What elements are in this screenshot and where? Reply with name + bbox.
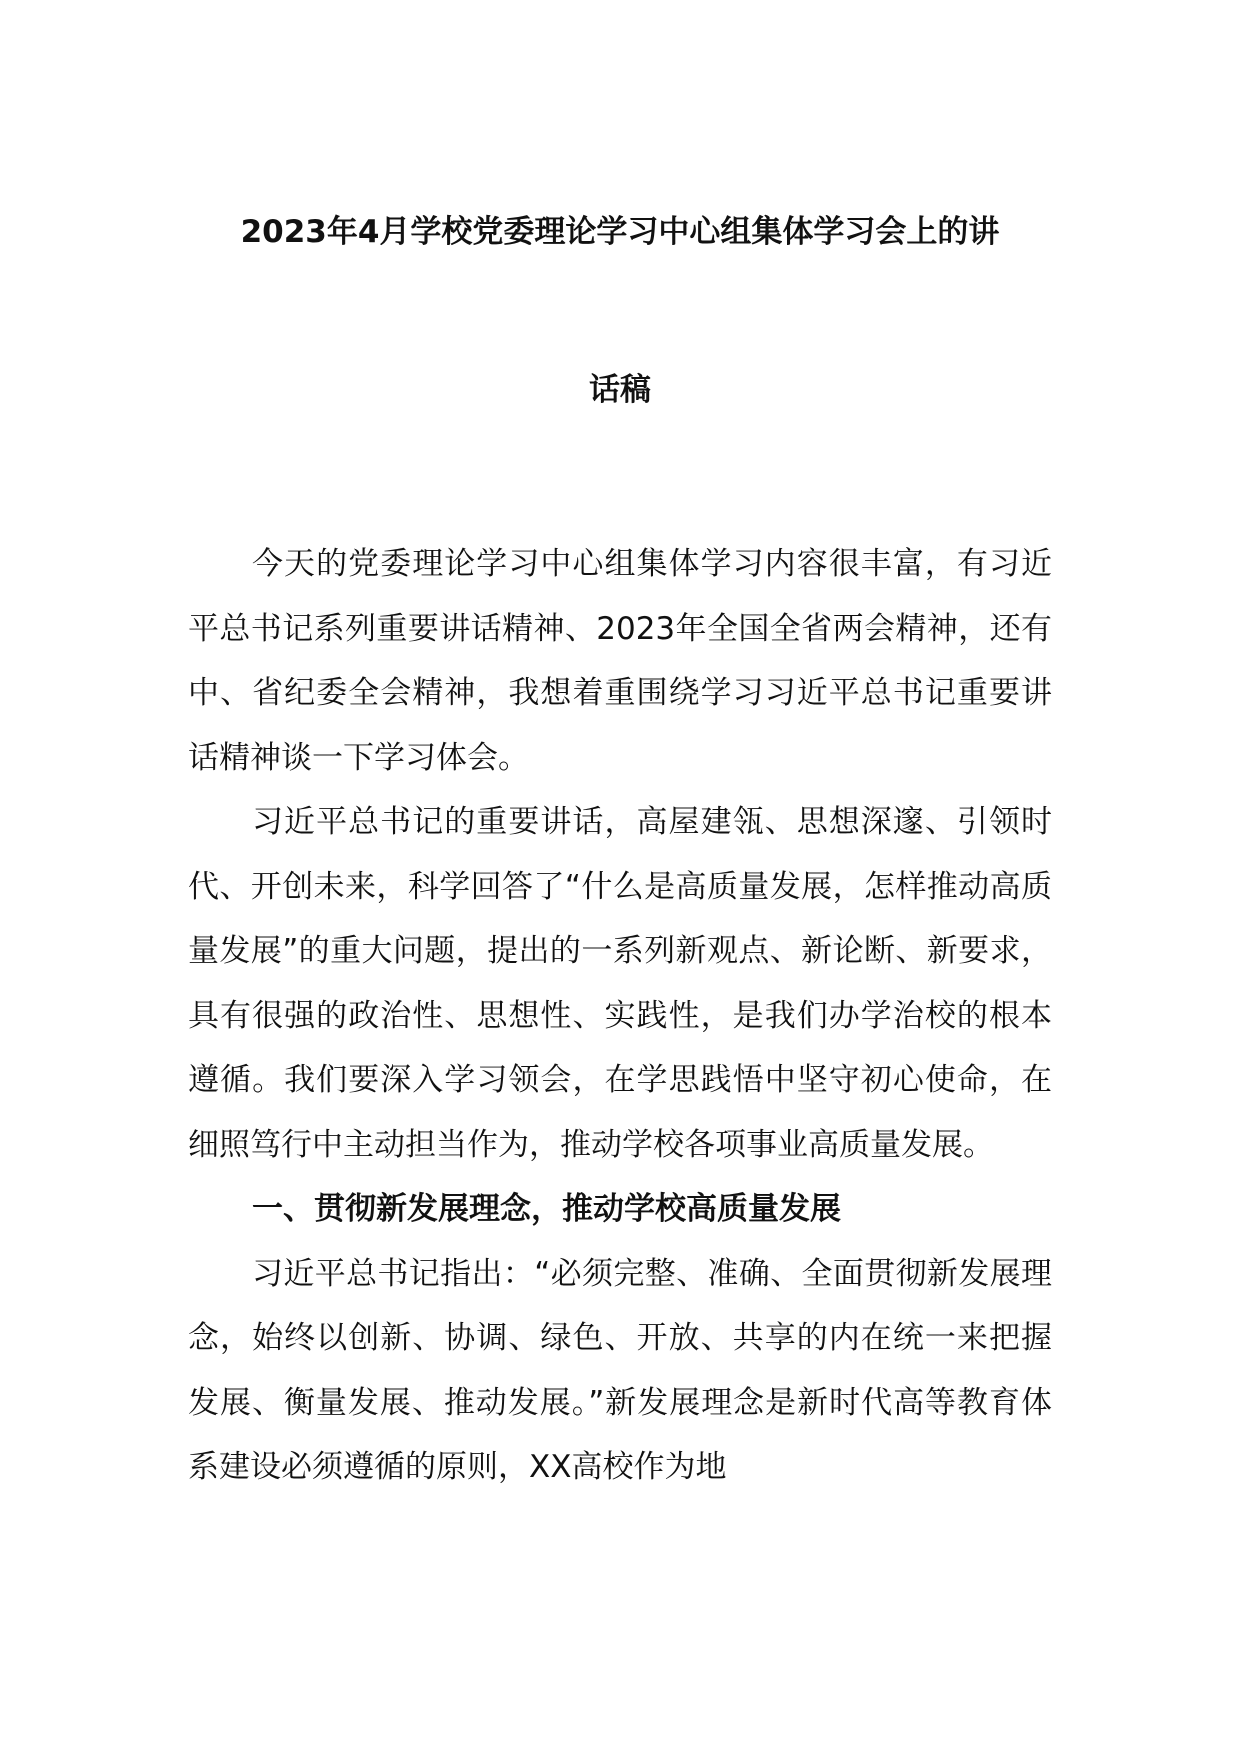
document-body (188, 532, 1052, 1500)
section-1-paragraph: 习近平总书记指出：“必须完整、准确、全面贯彻新发展理念，始终以创新、协调、绿色、开放、共享的内在统一来把握发展、衡量发展、推动发展。”新发展理念是新时代高等教育体系建设必须遵循的原则，XX高校作为地 (188, 1255, 1052, 1485)
section-heading-1: 一、贯彻新发展理念，推动学校高质量发展 (252, 1191, 841, 1227)
document-title-line-1: 2023年4月学校党委理论学习中心组集体学习会上的讲 (240, 214, 1000, 250)
intro-paragraph: 今天的党委理论学习中心组集体学习内容很丰富，有习近平总书记系列重要讲话精神、2023年全国全省两会精神，还有中、省纪委全会精神，我想着重围绕学习习近平总书记重要讲话精神谈一下学习体会。 (188, 546, 1052, 776)
document-title-line-2: 话稿 (589, 372, 651, 408)
summary-paragraph: 习近平总书记的重要讲话，高屋建瓴、思想深邃、引领时代、开创未来，科学回答了“什么是高质量发展，怎样推动高质量发展”的重大问题，提出的一系列新观点、新论断、新要求，具有很强的政治性、思想性、实践性，是我们办学治校的根本遵循。我们要深入学习领会，在学思践悟中坚守初心使命，在细照笃行中主动担当作为，推动学校各项事业高质量发展。 (188, 804, 1052, 1163)
